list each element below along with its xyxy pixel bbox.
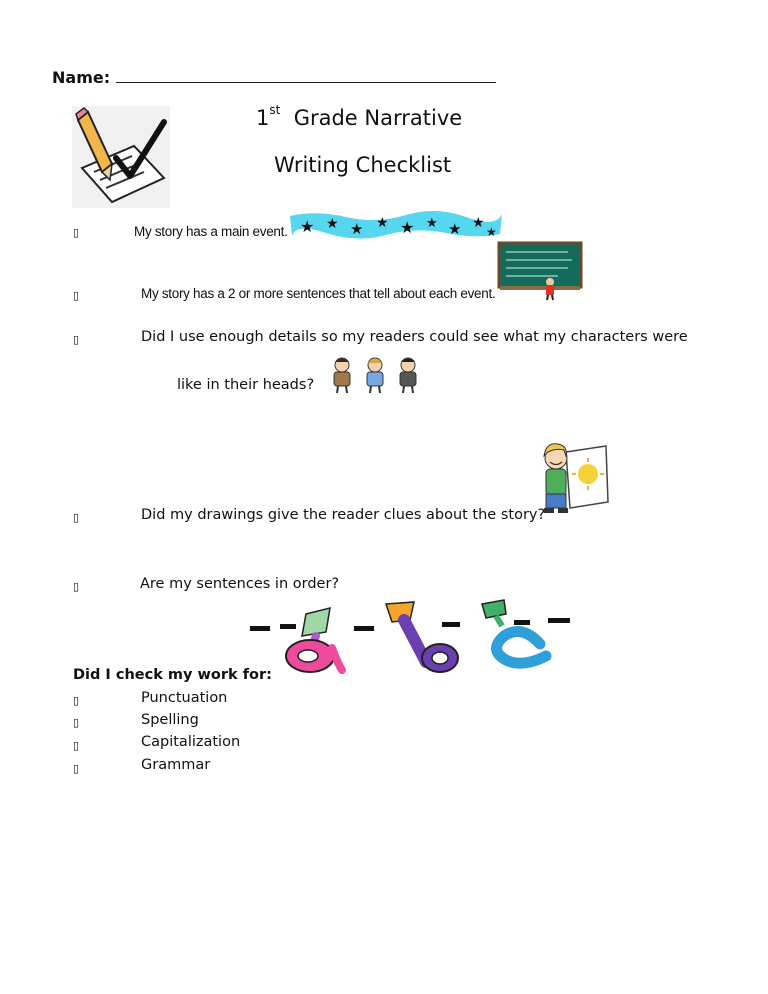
check-item-grammar: Grammar	[141, 757, 211, 773]
svg-text:★: ★	[350, 220, 364, 238]
item-details-characters: Did I use enough details so my readers could see what my characters were	[141, 329, 688, 345]
checkbox-1[interactable]: ▯	[73, 226, 80, 239]
pencil-checklist-icon	[72, 106, 170, 208]
title-grade-narrative: Grade Narrative	[293, 106, 463, 130]
checkbox-spelling[interactable]: ▯	[73, 716, 80, 729]
checkbox-2[interactable]: ▯	[73, 289, 80, 302]
svg-text:★: ★	[300, 217, 315, 236]
checkbox-4[interactable]: ▯	[73, 511, 80, 524]
title-line-1	[256, 103, 463, 130]
check-item-spelling: Spelling	[141, 712, 199, 728]
name-field-label	[52, 68, 496, 87]
svg-text:★: ★	[376, 215, 389, 231]
checkbox-5[interactable]: ▯	[73, 580, 80, 593]
abc-letters-icon	[250, 600, 572, 680]
checkbox-grammar[interactable]: ▯	[73, 762, 80, 775]
svg-text:★: ★	[426, 216, 438, 231]
item-main-event: My story has a main event.	[134, 224, 288, 239]
check-item-capitalization: Capitalization	[141, 734, 241, 750]
svg-text:★: ★	[472, 215, 485, 231]
chalkboard-icon	[498, 242, 584, 300]
checkbox-capitalization[interactable]: ▯	[73, 739, 80, 752]
svg-text:★: ★	[448, 220, 462, 238]
girl-drawing-icon	[536, 438, 610, 520]
svg-text:★: ★	[400, 218, 415, 237]
item-sentences-per-event: My story has a 2 or more sentences that tell about each event.	[141, 286, 496, 301]
checkbox-punctuation[interactable]: ▯	[73, 694, 80, 707]
stars-banner-icon	[286, 208, 506, 240]
name-blank-line[interactable]	[116, 68, 496, 83]
name-label: Name:	[52, 68, 111, 87]
checkbox-3[interactable]: ▯	[73, 333, 80, 346]
svg-text:★: ★	[486, 225, 497, 239]
check-work-heading: Did I check my work for:	[73, 667, 272, 683]
item-details-characters-cont: like in their heads?	[177, 377, 315, 393]
thinking-people-icon	[326, 356, 424, 394]
svg-text:★: ★	[326, 216, 339, 232]
title-number: 1	[256, 106, 270, 130]
item-sentences-order: Are my sentences in order?	[140, 576, 340, 592]
title-line-2: Writing Checklist	[274, 153, 452, 177]
check-item-punctuation: Punctuation	[141, 690, 228, 706]
item-drawings-clues: Did my drawings give the reader clues about the story?	[141, 507, 546, 523]
title-superscript: st	[269, 103, 281, 117]
